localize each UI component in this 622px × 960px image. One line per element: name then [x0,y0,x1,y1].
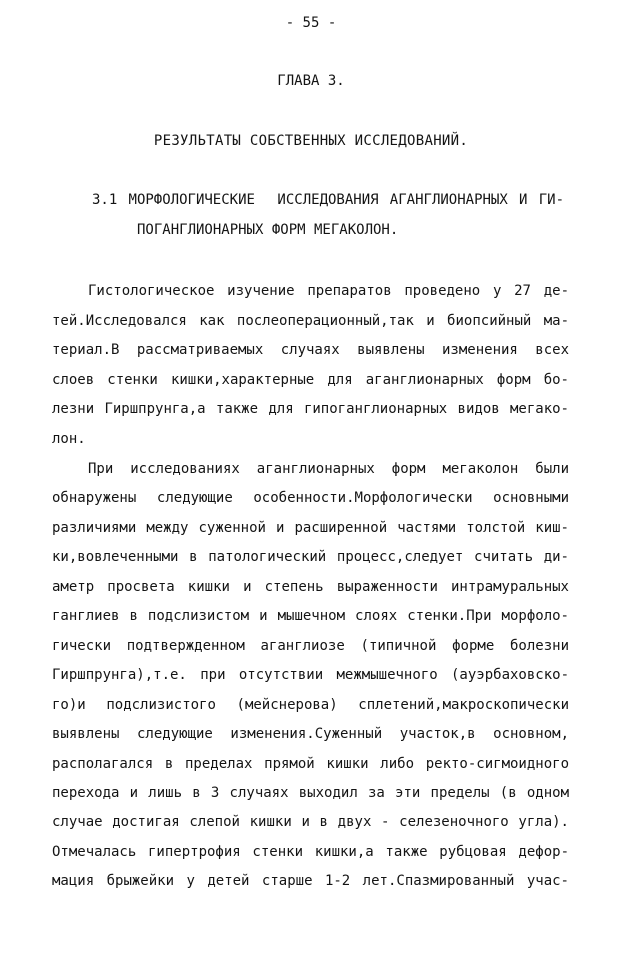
chapter-subtitle: РЕЗУЛЬТАТЫ СОБСТВЕННЫХ ИССЛЕДОВАНИЙ. [153,133,469,149]
chapter-title: ГЛАВА 3. [277,73,345,89]
body-line: располагался в пределах прямой кишки либо ректо-сигмоидного [52,756,569,772]
body-line: аметр просвета кишки и степень выраженности интрамуральных [52,579,569,595]
body-line: Гиршпрунга),т.е. при отсутствии межмышечного (ауэрбаховско- [52,667,569,683]
body-line: гически подтвержденном аганглиозе (типичной форме болезни [52,638,569,654]
page-number: - 55 - [285,15,337,31]
body-line: ки,вовлеченными в патологический процесс,следует считать ди- [52,549,569,565]
body-line: ганглиев в подслизистом и мышечном слоях стенки.При морфоло- [52,608,569,624]
body-line: перехода и лишь в 3 случаях выходил за эти пределы (в одном [52,785,569,801]
section-heading-line: 3.1 МОРФОЛОГИЧЕСКИЕ ИССЛЕДОВАНИЯ АГАНГЛИОНАРНЫХ И ГИ- [92,192,564,208]
body-line: При исследованиях аганглионарных форм мегаколон были [88,461,569,477]
body-line: Отмечалась гипертрофия стенки кишки,а также рубцовая дефор- [52,844,569,860]
body-line: выявлены следующие изменения.Суженный участок,в основном, [52,726,569,742]
body-line: териал.В рассматриваемых случаях выявлены изменения всех [52,342,569,358]
body-line: различиями между суженной и расширенной частями толстой киш- [52,520,569,536]
body-line: лон. [52,431,86,447]
body-line: Гистологическое изучение препаратов проведено у 27 де- [88,283,569,299]
body-line: слоев стенки кишки,характерные для аганглионарных форм бо- [52,372,569,388]
body-line: тей.Исследовался как послеоперационный,так и биопсийный ма- [52,313,569,329]
body-line: мация брыжейки у детей старше 1-2 лет.Спазмированный учас- [52,873,569,889]
section-heading-line: ПОГАНГЛИОНАРНЫХ ФОРМ МЕГАКОЛОН. [137,222,399,238]
body-line: обнаружены следующие особенности.Морфологически основными [52,490,569,506]
body-line: случае достигая слепой кишки и в двух - селезеночного угла). [52,814,569,830]
body-line: го)и подслизистого (мейснерова) сплетений,макроскопически [52,697,569,713]
body-line: лезни Гиршпрунга,а также для гипоганглионарных видов мегако- [52,401,569,417]
